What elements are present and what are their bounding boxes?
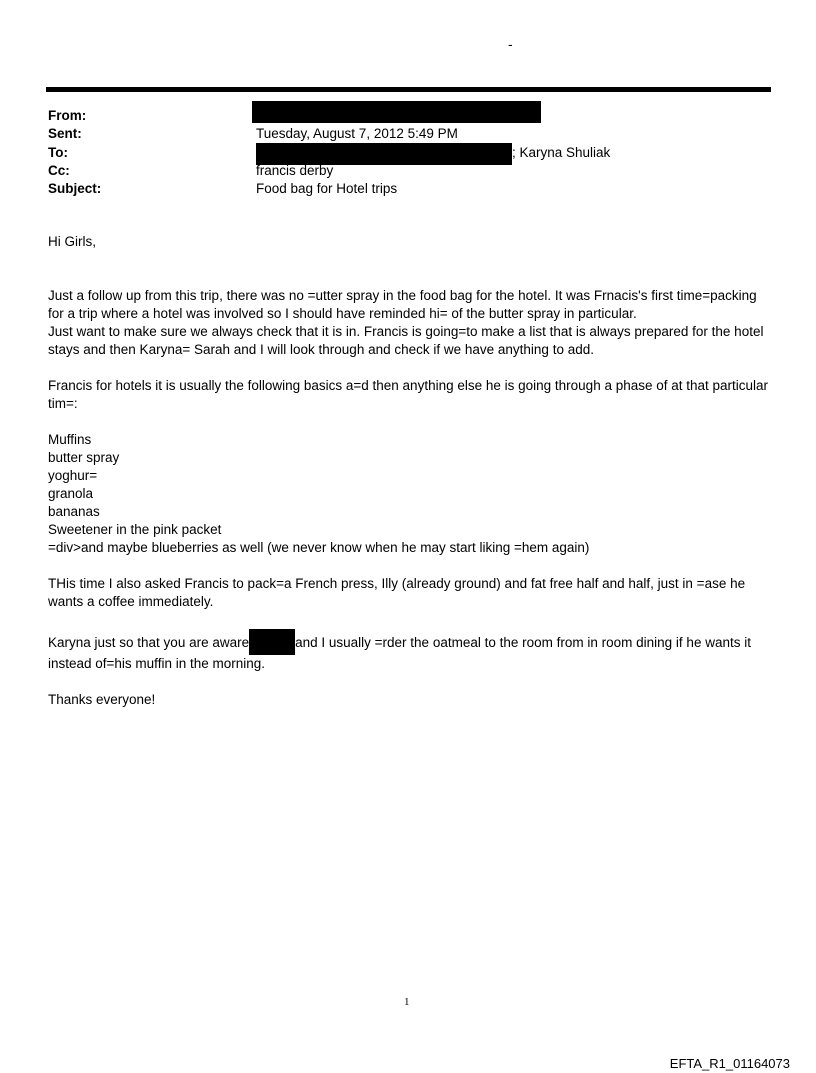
body-line: instead of=his muffin in the morning. [48, 656, 266, 671]
list-extra: =div>and maybe blueberries as well (we never know when he may start liking =hem again) [48, 540, 590, 555]
to-value-tail: ; Karyna Shuliak [512, 145, 611, 160]
body-line: wants a coffee immediately. [48, 594, 214, 609]
subject-value: Food bag for Hotel trips [256, 181, 398, 196]
cc-label: Cc: [48, 163, 70, 178]
body-line: Just want to make sure we always check that it is in. Francis is going=to make a list that is always prepared for the hotel [48, 324, 764, 339]
from-label: From: [48, 108, 87, 123]
list-item: Muffins [48, 432, 92, 447]
list-item: butter spray [48, 450, 120, 465]
body-text: and I usually =rder the oatmeal to the room from in room dining if he wants it [295, 635, 751, 650]
body-line: stays and then Karyna= Sarah and I will look through and check if we have anything to add. [48, 342, 594, 357]
to-label: To: [48, 145, 68, 160]
header-rule [46, 87, 771, 92]
closing: Thanks everyone! [48, 692, 156, 707]
inline-redaction [249, 629, 295, 655]
sent-label: Sent: [48, 126, 82, 141]
cc-value: francis derby [256, 163, 334, 178]
list-item: granola [48, 486, 94, 501]
body-text: Karyna just so that you are aware [48, 635, 250, 650]
body-line: Francis for hotels it is usually the following basics a=d then anything else he is going through a phase of at that particular [48, 378, 769, 393]
bates-id: EFTA_R1_01164073 [669, 1056, 790, 1071]
from-redaction [252, 101, 541, 123]
body-line [48, 629, 778, 655]
body-line: THis time I also asked Francis to pack=a French press, Illy (already ground) and fat free half and half, just in =ase he [48, 576, 746, 591]
body-line: for a trip where a hotel was involved so I should have reminded hi= of the butter spray in particular. [48, 306, 637, 321]
sent-value: Tuesday, August 7, 2012 5:49 PM [256, 126, 458, 141]
page-number: 1 [404, 996, 410, 1008]
subject-label: Subject: [48, 181, 102, 196]
email-body [48, 233, 778, 709]
list-item: bananas [48, 504, 100, 519]
body-line: tim=: [48, 396, 78, 411]
body-line: Just a follow up from this trip, there was no =utter spray in the food bag for the hotel. It was Frnacis's first time=packing [48, 288, 757, 303]
to-redaction [256, 143, 512, 165]
top-mark: - [508, 36, 513, 52]
list-item: Sweetener in the pink packet [48, 522, 222, 537]
list-item: yoghur= [48, 468, 98, 483]
greeting: Hi Girls, [48, 234, 96, 249]
